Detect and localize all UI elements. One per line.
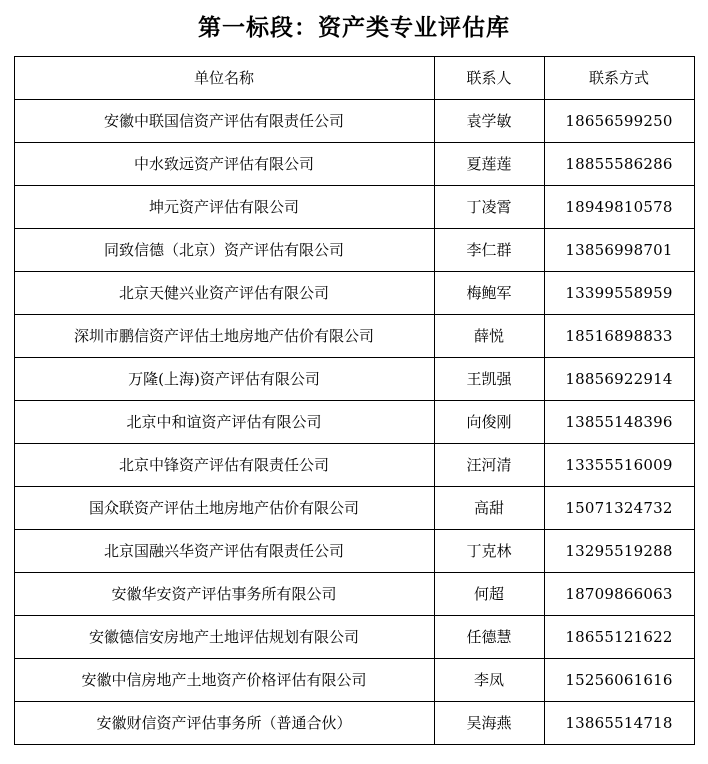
cell-phone-number: 18855586286: [544, 142, 694, 185]
table-row: [14, 443, 694, 486]
table-row: [14, 400, 694, 443]
cell-phone-number: 13855148396: [544, 400, 694, 443]
cell-company-name: 安徽德信安房地产土地评估规划有限公司: [14, 615, 434, 658]
cell-company-name: 坤元资产评估有限公司: [14, 185, 434, 228]
table-row: [14, 99, 694, 142]
cell-company-name: 北京国融兴华资产评估有限责任公司: [14, 529, 434, 572]
table-row: [14, 185, 694, 228]
column-header-phone: 联系方式: [544, 56, 694, 99]
table-row: [14, 271, 694, 314]
cell-company-name: 深圳市鹏信资产评估土地房地产估价有限公司: [14, 314, 434, 357]
table-body: [14, 99, 694, 744]
table-row: [14, 142, 694, 185]
cell-phone-number: 13399558959: [544, 271, 694, 314]
table-row: [14, 658, 694, 701]
cell-contact-person: 任德慧: [434, 615, 544, 658]
cell-company-name: 国众联资产评估土地房地产估价有限公司: [14, 486, 434, 529]
table-row: [14, 228, 694, 271]
cell-contact-person: 汪河清: [434, 443, 544, 486]
table-header: [14, 56, 694, 99]
table-row: [14, 314, 694, 357]
cell-company-name: 安徽中信房地产土地资产价格评估有限公司: [14, 658, 434, 701]
cell-company-name: 安徽中联国信资产评估有限责任公司: [14, 99, 434, 142]
cell-contact-person: 何超: [434, 572, 544, 615]
cell-contact-person: 夏莲莲: [434, 142, 544, 185]
cell-phone-number: 13856998701: [544, 228, 694, 271]
cell-contact-person: 梅鲍军: [434, 271, 544, 314]
column-header-name: 单位名称: [14, 56, 434, 99]
cell-contact-person: 薛悦: [434, 314, 544, 357]
cell-phone-number: 18656599250: [544, 99, 694, 142]
cell-contact-person: 袁学敏: [434, 99, 544, 142]
cell-phone-number: 18949810578: [544, 185, 694, 228]
cell-phone-number: 15071324732: [544, 486, 694, 529]
cell-company-name: 万隆(上海)资产评估有限公司: [14, 357, 434, 400]
cell-company-name: 中水致远资产评估有限公司: [14, 142, 434, 185]
cell-contact-person: 向俊刚: [434, 400, 544, 443]
cell-company-name: 安徽华安资产评估事务所有限公司: [14, 572, 434, 615]
table-row: [14, 486, 694, 529]
table-row: [14, 701, 694, 744]
cell-company-name: 北京天健兴业资产评估有限公司: [14, 271, 434, 314]
vendor-table: [14, 56, 695, 745]
cell-phone-number: 18516898833: [544, 314, 694, 357]
cell-contact-person: 高甜: [434, 486, 544, 529]
table-row: [14, 357, 694, 400]
cell-company-name: 北京中和谊资产评估有限公司: [14, 400, 434, 443]
cell-contact-person: 李凤: [434, 658, 544, 701]
cell-contact-person: 王凯强: [434, 357, 544, 400]
cell-company-name: 北京中锋资产评估有限责任公司: [14, 443, 434, 486]
cell-phone-number: 18709866063: [544, 572, 694, 615]
table-row: [14, 615, 694, 658]
cell-contact-person: 丁凌霄: [434, 185, 544, 228]
table-header-row: [14, 56, 694, 99]
cell-company-name: 安徽财信资产评估事务所（普通合伙）: [14, 701, 434, 744]
cell-phone-number: 18655121622: [544, 615, 694, 658]
table-row: [14, 529, 694, 572]
table-row: [14, 572, 694, 615]
cell-contact-person: 吴海燕: [434, 701, 544, 744]
cell-phone-number: 13865514718: [544, 701, 694, 744]
cell-phone-number: 13295519288: [544, 529, 694, 572]
cell-phone-number: 18856922914: [544, 357, 694, 400]
cell-contact-person: 丁克林: [434, 529, 544, 572]
page-title: 第一标段：资产类专业评估库: [198, 14, 510, 41]
cell-company-name: 同致信德（北京）资产评估有限公司: [14, 228, 434, 271]
cell-phone-number: 15256061616: [544, 658, 694, 701]
cell-contact-person: 李仁群: [434, 228, 544, 271]
cell-phone-number: 13355516009: [544, 443, 694, 486]
column-header-contact: 联系人: [434, 56, 544, 99]
